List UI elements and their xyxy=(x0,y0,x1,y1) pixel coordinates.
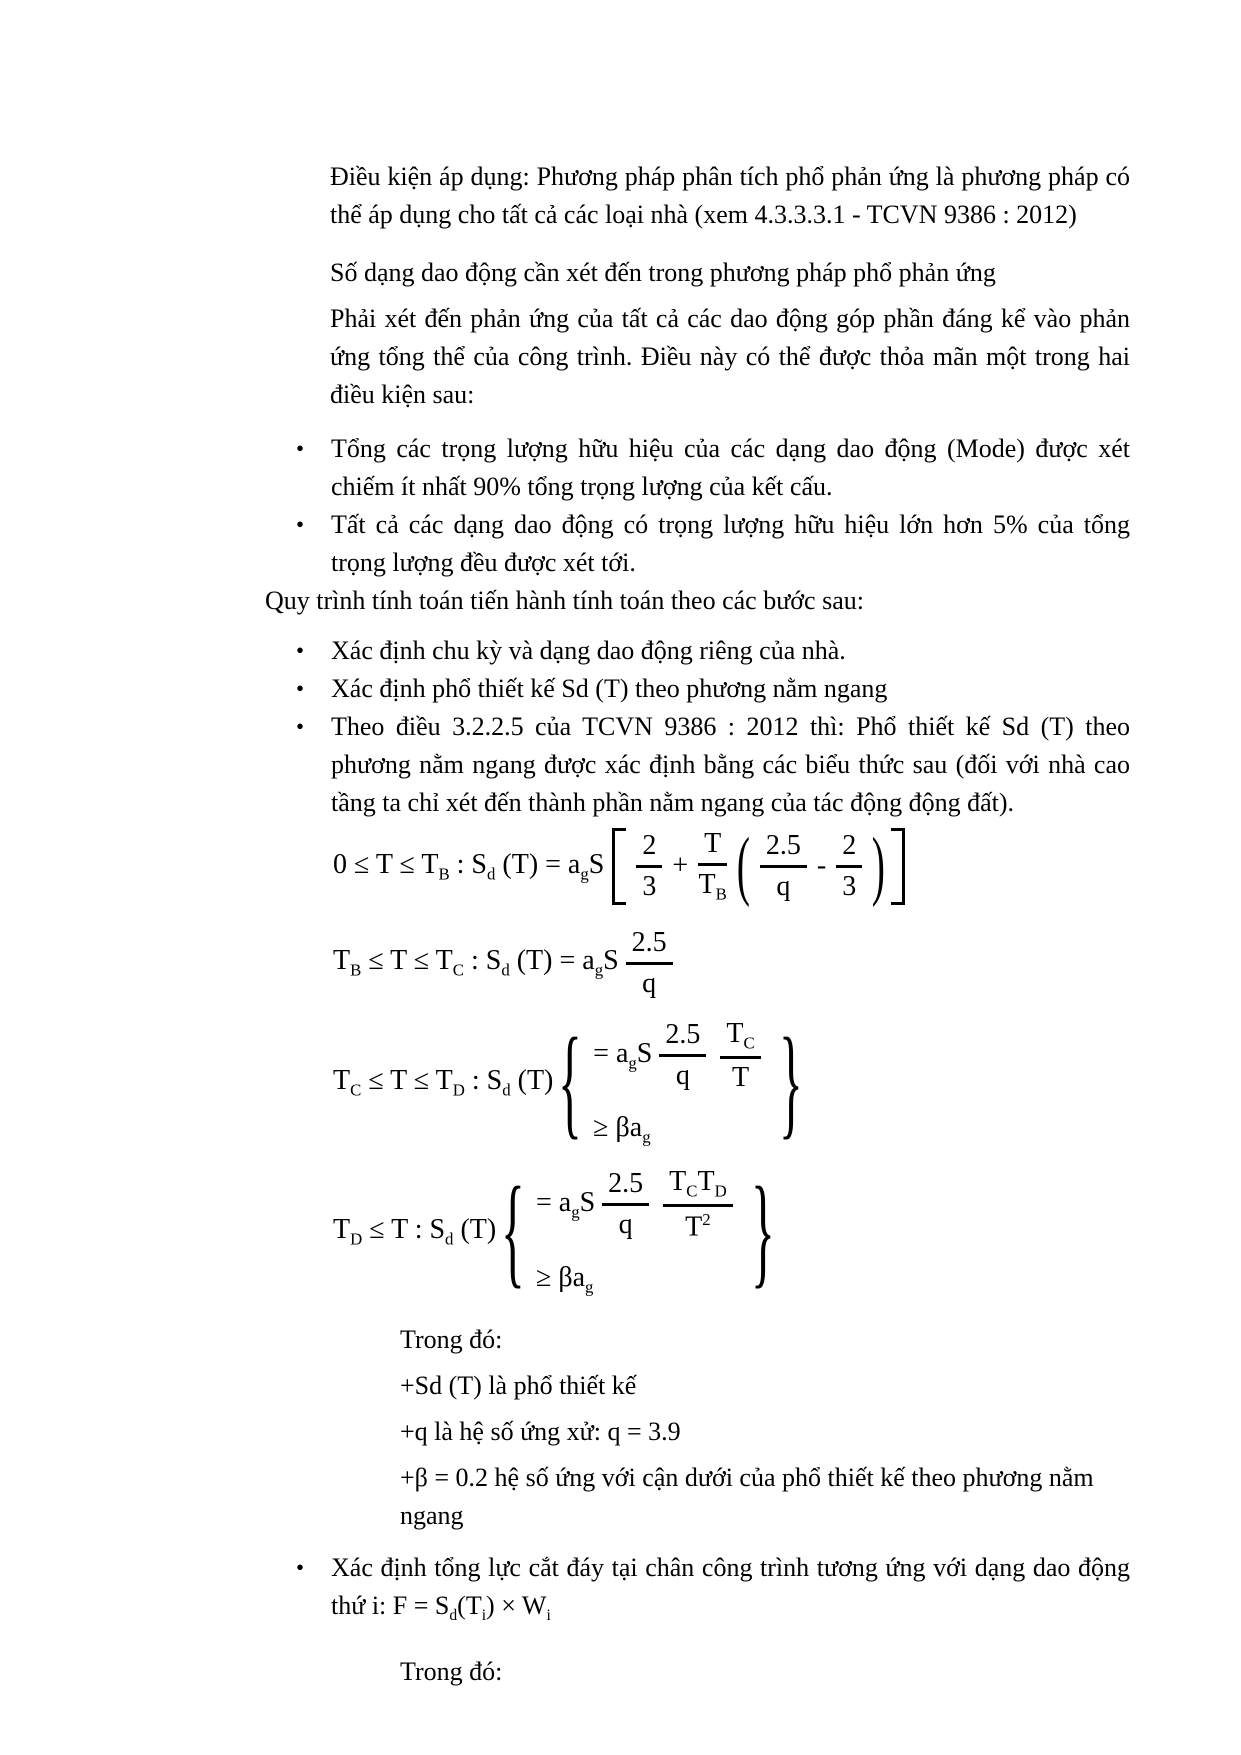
subscript: C xyxy=(686,1181,698,1201)
notes-heading: Trong đó: xyxy=(400,1325,503,1355)
subscript: d xyxy=(501,960,510,980)
formula-sd-range-1 xyxy=(333,822,1130,909)
bullet-icon: • xyxy=(296,436,305,461)
formula-sd-range-4 xyxy=(333,1163,1130,1300)
bullet-list-criteria xyxy=(265,430,1130,582)
subscript: d xyxy=(487,864,496,884)
left-paren: ( xyxy=(736,822,751,909)
fraction: $\frac{2.5}{q}$ xyxy=(602,1168,649,1241)
subscript: D xyxy=(452,1080,465,1100)
subscript: g xyxy=(628,1053,637,1073)
right-paren: ) xyxy=(871,822,886,909)
case-row: ≥ $\beta a_g$ xyxy=(593,1112,651,1147)
fraction: $\frac{2.5}{q}$ xyxy=(659,1019,706,1092)
list-item-text: Theo điều 3.2.2.5 của TCVN 9386 : 2012 thì: Phổ thiết kế Sd (T) theo phương nằm ngang được xác định bằng các biểu thức sau (đối với nhà cao tầng ta chỉ xét đến thành phần nằm ngang của tác động động đất). xyxy=(331,712,1130,817)
list-item xyxy=(265,670,1130,708)
minus-operator: - xyxy=(816,850,827,882)
case-row: = $a_gS$ $\frac{2.5}{q}$ $\frac{T_C}{T}$ xyxy=(593,1018,768,1095)
paragraph-response: Phải xét đến phản ứng của tất cả các dao động góp phần đáng kể vào phản ứng tổng thể của công trình. Điều này có thể được thỏa mãn một trong hai điều kiện sau: xyxy=(330,304,1130,409)
paragraph-mode-count: Số dạng dao động cần xét đến trong phương pháp phổ phản ứng xyxy=(330,258,996,287)
final-heading: Trong đó: xyxy=(400,1657,503,1687)
list-item-text: Xác định phổ thiết kế Sd (T) theo phương nằm ngang xyxy=(331,674,888,703)
left-square-bracket xyxy=(612,828,626,905)
subscript: d xyxy=(502,1080,511,1100)
note-sd: +Sd (T) là phổ thiết kế xyxy=(400,1371,637,1401)
fraction: $\frac{2.5}{q}$ xyxy=(760,830,807,903)
subscript: g xyxy=(594,960,604,980)
list-item-text: Xác định chu kỳ và dạng dao động riêng của nhà. xyxy=(331,636,846,665)
subscript: g xyxy=(571,1202,580,1222)
superscript: 2 xyxy=(702,1210,711,1230)
bullet-list-steps xyxy=(265,632,1130,822)
bullet-list-base-shear xyxy=(265,1549,1130,1635)
bullet-icon: • xyxy=(296,512,305,537)
formula-lead: $T_B \le T \le T_C$ : $S_d$ $(T) = a_gS$ xyxy=(333,945,619,980)
right-brace: } xyxy=(778,1014,803,1151)
list-item xyxy=(265,506,1130,582)
subscript: D xyxy=(714,1181,727,1201)
list-item xyxy=(265,430,1130,506)
fraction: $\frac{2}{3}$ xyxy=(636,830,662,903)
formula-lead: $0 \le T \le T_B$ : $S_d$ $(T) = a_gS$ xyxy=(333,848,605,884)
fraction: $\frac{T}{T_B}$ xyxy=(698,828,727,904)
bullet-icon: • xyxy=(296,676,305,701)
subscript: C xyxy=(452,960,464,980)
fraction: $\frac{T_C}{T}$ xyxy=(720,1018,760,1095)
right-brace: } xyxy=(750,1163,775,1300)
fraction: $\frac{2}{3}$ xyxy=(836,830,862,903)
formula-sd-range-3 xyxy=(333,1014,1130,1151)
case-row: ≥ $\beta a_g$ xyxy=(535,1261,594,1297)
left-brace: { xyxy=(501,1163,525,1300)
subscript: B xyxy=(715,884,727,904)
left-brace: { xyxy=(558,1014,583,1151)
formula-lead: $T_C \le T \le T_D$ : $S_d$ (T) xyxy=(333,1064,554,1100)
subscript: i xyxy=(546,1607,551,1625)
bullet-icon: • xyxy=(296,714,305,739)
subscript: i xyxy=(481,1607,487,1625)
list-item-text: Xác định tổng lực cắt đáy tại chân công trình tương ứng với dạng dao động thứ i: $F = S_d(T_i) \times W_i$ xyxy=(331,1553,1130,1625)
list-item xyxy=(265,708,1130,822)
formula-lead: $T_D \le T$ : $S_d$ (T) xyxy=(333,1213,497,1249)
subscript: B xyxy=(350,960,362,980)
subscript: B xyxy=(438,864,450,884)
plus-operator: + xyxy=(672,850,689,882)
paragraph-procedure: Quy trình tính toán tiến hành tính toán theo các bước sau: xyxy=(265,586,864,615)
subscript: C xyxy=(350,1080,362,1100)
bullet-icon: • xyxy=(296,1555,305,1581)
list-item-text: Tổng các trọng lượng hữu hiệu của các dạng dao động (Mode) được xét chiếm ít nhất 90% tổng trọng lượng của kết cấu. xyxy=(331,434,1130,501)
bullet-icon: • xyxy=(296,638,305,663)
subscript: D xyxy=(350,1229,363,1249)
subscript: g xyxy=(585,1277,594,1297)
subscript: d xyxy=(445,1229,454,1249)
note-beta: +β = 0.2 hệ số ứng với cận dưới của phổ thiết kế theo phương nằm ngang xyxy=(400,1463,1094,1531)
subscript: d xyxy=(449,1607,458,1625)
subscript: g xyxy=(580,864,589,884)
paragraph-conditions: Điều kiện áp dụng: Phương pháp phân tích phổ phản ứng là phương pháp có thể áp dụng cho tất cả các loại nhà (xem 4.3.3.3.1 - TCVN 9386 : 2012) xyxy=(330,162,1130,229)
case-rows xyxy=(593,1018,768,1148)
case-rows xyxy=(536,1166,740,1298)
list-item xyxy=(265,632,1130,670)
list-item xyxy=(265,1549,1130,1635)
fraction: $\frac{2.5}{q}$ xyxy=(626,927,673,1000)
note-q: +q là hệ số ứng xử: q = 3.9 xyxy=(400,1417,681,1447)
formula-sd-range-2 xyxy=(333,927,1130,1000)
list-item-text: Tất cả các dạng dao động có trọng lượng hữu hiệu lớn hơn 5% của tổng trọng lượng đều được xét tới. xyxy=(331,510,1130,577)
inline-formula-base-shear: $F = S_d(T_i) \times W_i$ xyxy=(392,1591,551,1625)
case-row: = $a_gS$ $\frac{2.5}{q}$ $\frac{T_CT_D}{T^2}$ xyxy=(536,1166,740,1244)
right-square-bracket xyxy=(891,828,905,905)
subscript: g xyxy=(642,1127,651,1147)
fraction: $\frac{T_CT_D}{T^2}$ xyxy=(663,1166,733,1244)
subscript: C xyxy=(743,1033,755,1053)
